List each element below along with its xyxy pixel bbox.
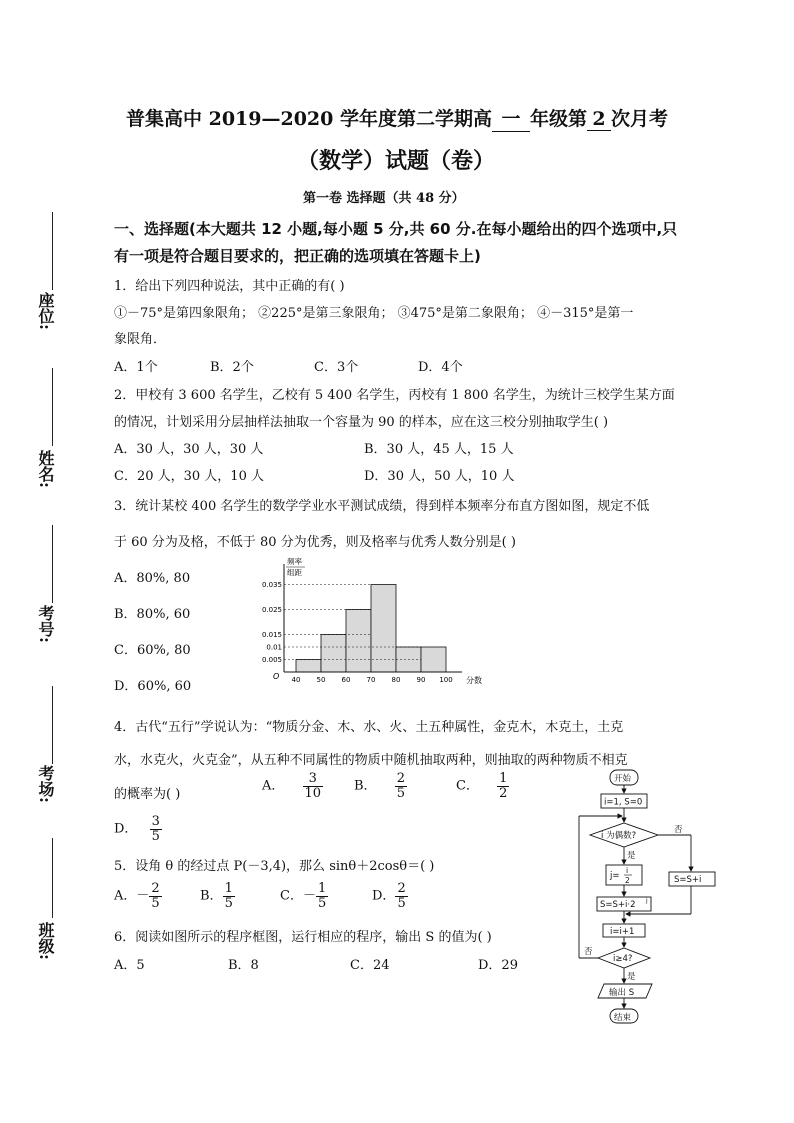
q3-line2: 于 60 分为及格，不低于 80 分为优秀，则及格率与优秀人数分别是( ) (114, 535, 516, 550)
margin-line-5 (52, 838, 53, 918)
q3-option-a: A．80%, 80 (114, 571, 191, 586)
y-tick-label: 0.01 (266, 643, 282, 652)
q4-line2: 水，水克火，火克金”，从五种不同属性的物质中随机抽取两种，则抽取的两种物质不相克 (114, 753, 628, 768)
x-tick-label: 70 (366, 676, 376, 684)
x-tick-label: 60 (341, 676, 351, 684)
margin-line-1 (52, 212, 53, 290)
q3-line1: 3．统计某校 400 名学生的数学学业水平测试成绩，得到样本频率分布直方图如图，规定不低 (114, 499, 650, 514)
month-blank: 2 (587, 108, 611, 131)
class-label: 班级: (36, 922, 55, 960)
q5-b-numerator: 1 (224, 881, 233, 896)
part-title: 第一卷 选择题（共 48 分） (303, 191, 465, 206)
q4-d-numerator: 3 (151, 814, 160, 829)
y-axis-label-bottom: 组距 (287, 568, 302, 577)
flow-j-numerator: i (626, 866, 629, 875)
q4-option-a-label: A． (262, 778, 285, 794)
q5-option-a (114, 882, 162, 910)
subject-title: （数学）试题（卷） (297, 148, 496, 174)
flow-yes2-text: 是 (627, 972, 636, 982)
name-label: 姓名: (36, 450, 55, 488)
x-tick-label: 100 (439, 676, 453, 684)
q3-option-b: B．80%, 60 (114, 607, 191, 622)
q4-option-c-label: C． (456, 778, 479, 794)
histogram-bar (371, 585, 396, 673)
q6-stem: 6．阅读如图所示的程序框图，运行相应的程序，输出 S 的值为( ) (114, 930, 492, 945)
q5-option-c-label: C．－ (280, 888, 316, 904)
q3-option-c: C．60%, 80 (114, 643, 191, 658)
flow-no2-text: 否 (584, 947, 593, 957)
q5-b-denominator: 5 (224, 895, 233, 911)
q4-b-denominator: 5 (396, 785, 405, 801)
q2-line2: 的情况，计划采用分层抽样法抽取一个容量为 90 的样本，应在这三校分别抽取学生( ) (114, 415, 609, 430)
histogram-bar (321, 635, 346, 673)
q4-c-denominator: 2 (499, 785, 508, 801)
q5-stem: 5．设角 θ 的经过点 P(－3,4)，那么 sinθ＋2cosθ＝( ) (114, 859, 435, 874)
q5-a-denominator: 5 (151, 895, 160, 911)
margin-line-3 (52, 525, 53, 603)
q5-option-c (280, 882, 328, 910)
q4-line3: 的概率为( ) (114, 787, 181, 802)
q2-option-b: B．30 人，45 人，15 人 (364, 442, 514, 457)
flow-s-even-exponent: j (646, 897, 648, 904)
q6-option-d: D．29 (478, 958, 518, 973)
flow-j-denominator: 2 (625, 876, 630, 885)
section1-line2: 有一项是符合题目要求的，把正确的选项填在答题卡上) (114, 247, 481, 265)
q4-d-denominator: 5 (151, 828, 160, 844)
histogram-bar (421, 647, 446, 672)
y-tick-label: 0.005 (261, 656, 282, 664)
q6-option-a: A．5 (114, 958, 145, 973)
x-tick-label: 50 (316, 676, 326, 684)
flow-cond2-text: i≥4? (613, 954, 633, 964)
q2-line1: 2．甲校有 3 600 名学生，乙校有 5 400 名学生，丙校有 1 800 名学生，为统计三校学生某方面 (114, 388, 675, 403)
seat-label: 座位: (36, 292, 55, 330)
q5-c-denominator: 5 (317, 895, 327, 911)
flow-j-text: j= (610, 871, 620, 881)
q5-c-numerator: 1 (317, 881, 327, 896)
q6-option-b: B．8 (228, 958, 259, 973)
q5-option-d (372, 882, 408, 910)
q4-b-numerator: 2 (396, 771, 405, 786)
exam-title-start: 普集高中 2019—2020 学年度第二学期高 (126, 108, 492, 130)
flow-init-text: i=1, S=0 (604, 797, 643, 808)
x-tick-label: 80 (391, 676, 401, 684)
q5-option-a-label: A．－ (114, 888, 150, 904)
exam-title (126, 104, 668, 132)
exam-title-mid: 年级第 (530, 108, 588, 130)
x-tick-label: 40 (291, 676, 301, 684)
q5-option-d-label: D． (372, 888, 396, 904)
q4-option-b-label: B． (354, 778, 377, 794)
q2-option-d: D．30 人，50 人，10 人 (364, 469, 515, 484)
margin-line-4 (52, 686, 53, 764)
origin-label: O (273, 672, 280, 681)
q4-option-b (354, 772, 407, 800)
q5-option-b (200, 882, 235, 910)
flow-start-text: 开始 (614, 774, 632, 784)
q4-option-d (114, 815, 162, 843)
margin-line-2 (52, 368, 53, 446)
flow-s-odd-text: S=S+i (674, 875, 702, 885)
q3-option-d: D．60%, 60 (114, 679, 192, 694)
q6-option-c: C．24 (350, 958, 390, 973)
y-tick-label: 0.035 (261, 581, 282, 589)
flow-s-even-text: S=S+i·2 (600, 900, 636, 910)
exam-number-label: 考号: (36, 605, 55, 643)
x-tick-label: 90 (416, 676, 426, 684)
histogram-bar (346, 610, 371, 673)
q1-option-d: D．4个 (418, 360, 463, 375)
y-tick-label: 0.015 (261, 631, 282, 639)
q1-option-c: C．3个 (314, 360, 359, 375)
flow-end-text: 结束 (614, 1013, 632, 1023)
frequency-histogram (250, 552, 490, 692)
x-axis-label: 分数 (466, 676, 482, 685)
q1-stem: 1．给出下列四种说法，其中正确的有( ) (114, 279, 345, 294)
q5-option-b-label: B． (200, 888, 223, 904)
q4-c-numerator: 1 (499, 771, 508, 786)
q4-line1: 4．古代“五行”学说认为：“物质分金、木、水、火、土五种属性，金克木，木克土，土克 (114, 720, 624, 735)
program-flowchart (570, 766, 730, 1028)
flow-no-text: 否 (674, 825, 683, 835)
q1-line3: 象限角． (114, 332, 167, 347)
q5-d-numerator: 2 (397, 881, 406, 896)
q5-a-numerator: 2 (151, 881, 160, 896)
q1-line2: ①－75°是第四象限角； ②225°是第三象限角； ③475°是第二象限角； ④－315°是第一 (114, 306, 634, 321)
y-axis-label-top: 频率 (287, 557, 302, 566)
q5-d-denominator: 5 (397, 895, 406, 911)
flow-output-text: 输出 S (609, 988, 635, 998)
flow-cond1-text: i 为偶数? (601, 831, 637, 841)
y-tick-label: 0.025 (261, 606, 282, 614)
section1-line1: 一、选择题(本大题共 12 小题,每小题 5 分,共 60 分.在每小题给出的四个选项中,只 (114, 220, 678, 238)
flow-yes-text: 是 (627, 851, 636, 861)
q1-option-b: B．2个 (210, 360, 254, 375)
q1-option-a: A．1个 (114, 360, 158, 375)
grade-blank: 一 (492, 104, 530, 132)
q4-a-denominator: 10 (304, 785, 322, 801)
q2-option-c: C．20 人，30 人，10 人 (114, 469, 264, 484)
q4-option-d-label: D． (114, 821, 138, 837)
q4-option-a (262, 772, 323, 800)
flow-inc-text: i=i+1 (610, 927, 635, 937)
exam-title-end: 次月考 (611, 108, 669, 130)
q4-a-numerator: 3 (303, 772, 324, 787)
histogram-bar (296, 660, 321, 673)
exam-room-label: 考场: (36, 765, 55, 803)
q4-option-c (456, 772, 509, 800)
q2-option-a: A．30 人，30 人，30 人 (114, 442, 264, 457)
